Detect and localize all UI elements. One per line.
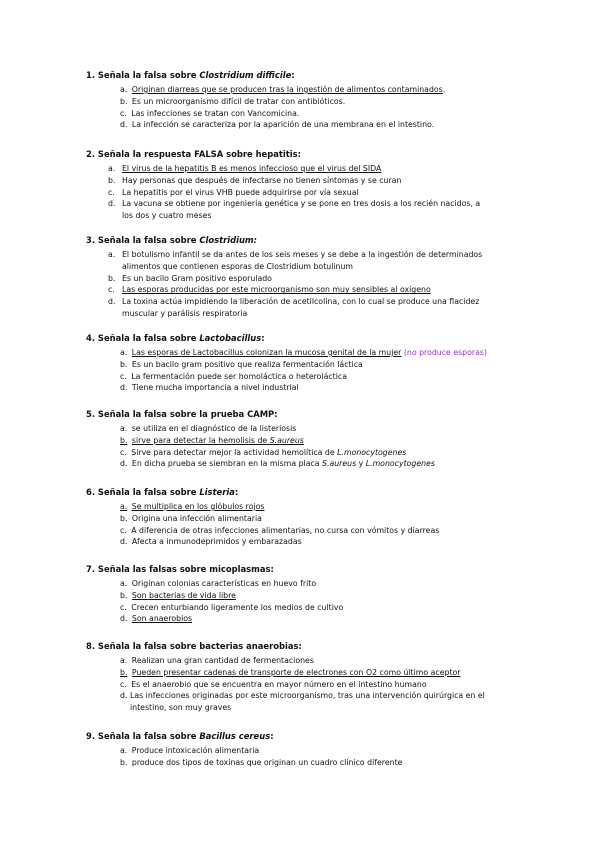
question-7 (86, 564, 516, 625)
option-5c: c. Sirve para detectar mejor la actividad hemolítica de L.monocytogenes (120, 447, 407, 457)
option-6c: c. A diferencia de otras infecciones alimentarias, no cursa con vómitos y diarreas (120, 525, 440, 535)
option-3b: b. Es un bacilo Gram positivo esporulado (108, 273, 272, 283)
option-1d: d. La infección se caracteriza por la aparición de una membrana en el intestino. (120, 120, 435, 130)
question-4 (86, 333, 516, 394)
option-2d: d. La vacuna se obtiene por ingeniería genética y se pone en tres dosis a los recién nacidos, a los dos y cuatro meses (108, 199, 481, 221)
option-3a: a. El botulismo infantil se da antes de los seis meses y se debe a la ingestión de determinados alimentos que contienen esporas de Clostridium botulinum (108, 250, 483, 271)
question-6 (86, 487, 516, 548)
question-7-title: 7. Señala las falsas sobre micoplasmas: (86, 564, 274, 574)
option-3c: c. Las esporas producidas por este microorganismo son muy sensibles al oxígeno (108, 285, 431, 295)
option-2a: a. El virus de la hepatitis B es menos infeccioso que el virus del SIDA (108, 164, 382, 173)
option-6b: b. Origina una infección alimentaria (120, 513, 262, 523)
option-5a: a. se utiliza en el diagnóstico de la listeriosis (120, 424, 297, 433)
option-4a: a. Las esporas de Lactobacillus colonizan la mucosa genital de la mujer (no produce esporas) (120, 348, 487, 357)
question-9-title: 9. Señala la falsa sobre Bacillus cereus: (86, 731, 274, 741)
option-8a: a. Realizan una gran cantidad de fermentaciones (120, 656, 314, 665)
question-4-title: 4. Señala la falsa sobre Lactobacillus: (86, 333, 265, 343)
question-9 (86, 731, 516, 769)
option-8d: d. Las infecciones originadas por este microorganismo, tras una intervención quirúrgica en el intestino, son muy graves (120, 691, 485, 713)
option-4d: d. Tiene mucha importancia a nivel industrial (120, 383, 299, 393)
option-7d: d. Son anaerobios (120, 614, 193, 624)
option-4b: b. Es un bacilo gram positivo que realiza fermentación láctica (120, 359, 363, 369)
option-6a: a. Se multiplica en los glóbulos rojos (120, 502, 265, 511)
option-6d: d. Afecta a inmunodeprimidos y embarazadas (120, 537, 302, 547)
question-1-title: 1. Señala la falsa sobre Clostridium difficile: (86, 70, 295, 80)
option-3d: d. La toxina actúa impidiendo la liberación de acetilcolina, con lo cual se produce una flacidez muscular y parálisis respiratoria (108, 297, 480, 318)
option-1c: c. Las infecciones se tratan con Vancomicina. (120, 108, 300, 118)
option-5d: d. En dicha prueba se siembran en la misma placa S.aureus y L.monocytogenes (120, 459, 435, 469)
option-9a: a. Produce intoxicación alimentaria (120, 746, 260, 755)
question-2 (86, 149, 516, 222)
option-1b: b. Es un microorganismo difícil de tratar con antibióticos. (120, 96, 346, 106)
option-1a: a. Originan diarreas que se producen tras la ingestión de alimentos contaminados. (120, 85, 446, 94)
option-5b: b. sirve para detectar la hemolisis de S.aureus (120, 435, 304, 445)
option-8c: c. Es el anaerobio que se encuentra en mayor número en el intestino humano (120, 679, 427, 689)
option-2c: c. La hepatitis por el virus VHB puede adquirirse por vía sexual (108, 187, 359, 197)
question-5-title: 5. Señala la falsa sobre la prueba CAMP: (86, 409, 278, 419)
question-5 (86, 409, 516, 470)
option-7c: c. Crecen enturbiando ligeramente los medios de cultivo (120, 602, 344, 612)
option-7b: b. Son bacterias de vida libre (120, 590, 236, 600)
question-8-title: 8. Señala la falsa sobre bacterias anaerobias: (86, 641, 302, 651)
option-7a: a. Originan colonias características en huevo frito (120, 579, 317, 588)
correction-note: (no produce esporas) (403, 348, 487, 357)
option-2b: b. Hay personas que después de infectarse no tienen síntomas y se curan (108, 175, 402, 185)
option-8b: b. Pueden presentar cadenas de transporte de electrones con O2 como último aceptor (120, 667, 461, 677)
question-2-title: 2. Señala la respuesta FALSA sobre hepatitis: (86, 149, 301, 159)
question-3 (86, 235, 516, 320)
option-9b: b. produce dos tipos de toxinas que originan un cuadro clínico diferente (120, 757, 403, 767)
option-4c: c. La fermentación puede ser homoláctica o heteroláctica (120, 371, 347, 381)
question-1 (86, 70, 516, 131)
question-6-title: 6. Señala la falsa sobre Listeria: (86, 487, 239, 497)
question-3-title: 3. Señala la falsa sobre Clostridium: (86, 235, 257, 245)
question-8 (86, 641, 516, 714)
